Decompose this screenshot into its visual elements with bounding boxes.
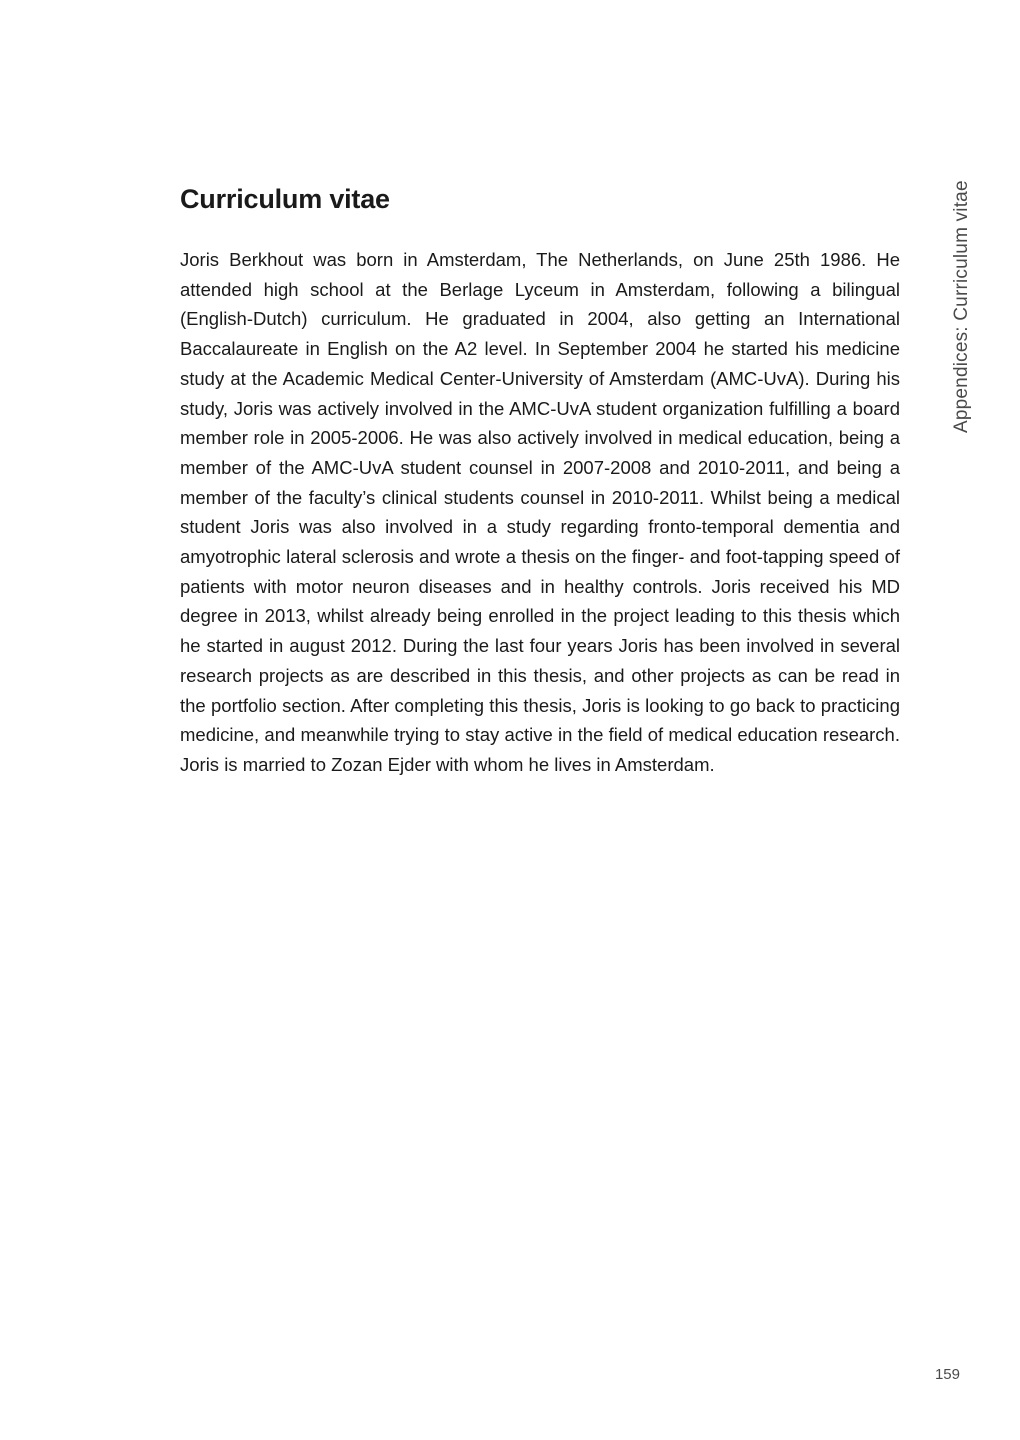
page-title: Curriculum vitae (180, 184, 390, 214)
page-number: 159 (934, 1366, 960, 1383)
section-side-label: Appendices: Curriculum vitae (951, 180, 972, 433)
biography-paragraph: Joris Berkhout was born in Amsterdam, The Netherlands, on June 25th 1986. He attended high school at the Berlage Lyceum in Amsterdam, following a bilingual (English-Dutch) curriculum. He graduated in 2004, also getting an International Baccalaureate in English on the A2 level. In September 2004 he started his medicine study at the Academic Medical Center-University of Amsterdam (AMC-UvA). During his study, Joris was actively involved in the AMC-UvA student organization fulfilling a board member role in 2005-2006. He was also actively involved in medical education, being a member of the AMC-UvA student counsel in 2007-2008 and 2010-2011, and being a member of the faculty’s clinical students counsel in 2010-2011. Whilst being a medical student Joris was also involved in a study regarding fronto-temporal dementia and amyotrophic lateral sclerosis and wrote a thesis on the finger- and foot-tapping speed of patients with motor neuron diseases and in healthy controls. Joris received his MD degree in 2013, whilst already being enrolled in the project leading to this thesis which he started in august 2012. During the last four years Joris has been involved in several research projects as are described in this thesis, and other projects as can be read in the portfolio section. After completing this thesis, Joris is looking to go back to practicing medicine, and meanwhile trying to stay active in the field of medical education research. Joris is married to Zozan Ejder with whom he lives in Amsterdam. (180, 249, 900, 775)
